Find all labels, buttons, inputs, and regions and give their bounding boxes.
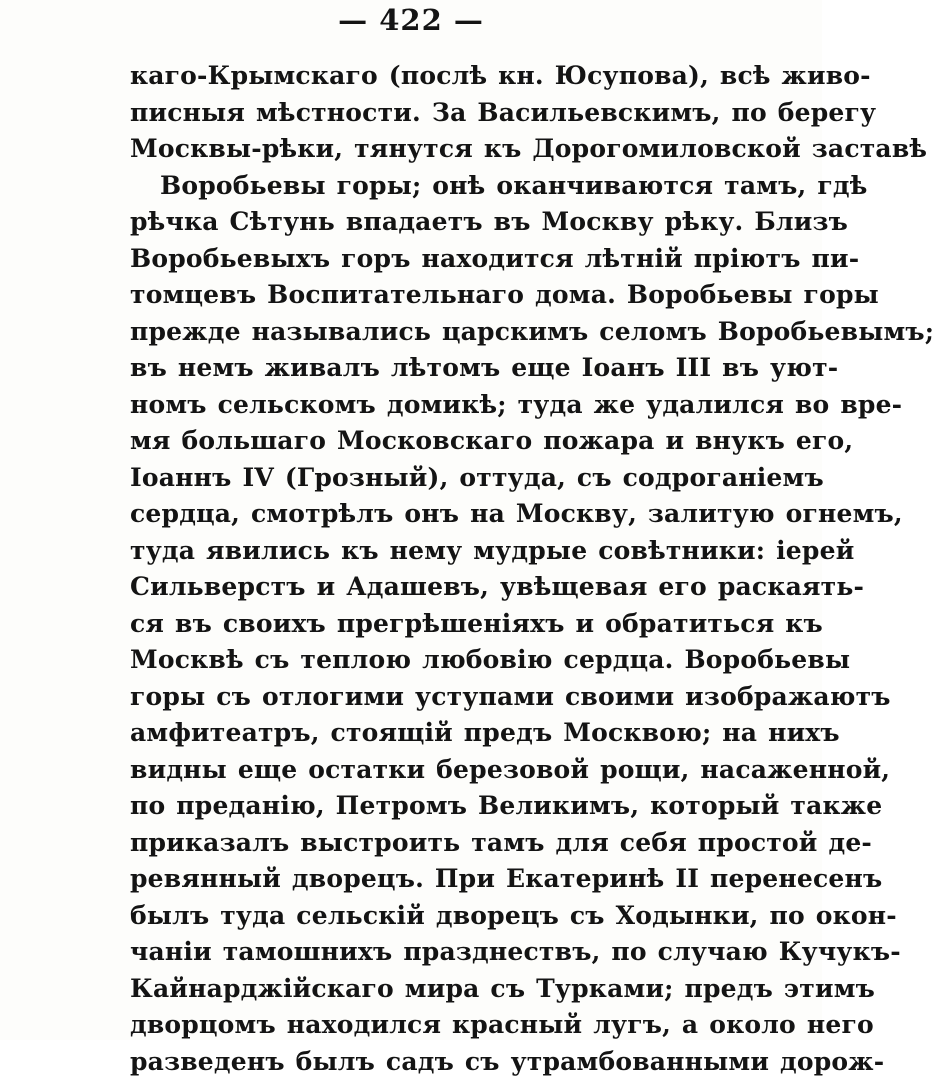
text-line: Москвѣ съ теплою любовію сердца. Воробьевы <box>130 642 770 679</box>
text-line: дворцомъ находился красный лугъ, а около него <box>130 1007 770 1044</box>
text-line: сердца, смотрѣлъ онъ на Москву, залитую огнемъ, <box>130 496 770 533</box>
text-line: мя большаго Московскаго пожара и внукъ его, <box>130 423 770 460</box>
text-line: по преданію, Петромъ Великимъ, который также <box>130 788 770 825</box>
text-line: Москвы-рѣки, тянутся къ Дорогомиловской заставѣ <box>130 131 770 168</box>
text-line: томцевъ Воспитательнаго дома. Воробьевы горы <box>130 277 770 314</box>
text-line: разведенъ былъ садъ съ утрамбованными дорож- <box>130 1044 770 1080</box>
text-line: каго-Крымскаго (послѣ кн. Юсупова), всѣ живо- <box>130 58 770 95</box>
text-line: ревянный дворецъ. При Екатеринѣ II перенесенъ <box>130 861 770 898</box>
text-line: Іоаннъ IV (Грозный), оттуда, съ содроганіемъ <box>130 460 770 497</box>
text-line: Сильверстъ и Адашевъ, увѣщевая его раскаять- <box>130 569 770 606</box>
text-line: прежде назывались царскимъ селомъ Воробьевымъ; <box>130 314 770 351</box>
text-line: писныя мѣстности. За Васильевскимъ, по берегу <box>130 95 770 132</box>
text-line: въ немъ живалъ лѣтомъ еще Іоанъ III въ уют- <box>130 350 770 387</box>
text-line: горы съ отлогими уступами своими изображаютъ <box>130 679 770 716</box>
text-line: амфитеатръ, стоящій предъ Москвою; на нихъ <box>130 715 770 752</box>
text-line: рѣчка Сѣтунь впадаетъ въ Москву рѣку. Близъ <box>130 204 770 241</box>
text-line: туда явились къ нему мудрые совѣтники: іерей <box>130 533 770 570</box>
text-line: видны еще остатки березовой рощи, насаженной, <box>130 752 770 789</box>
text-line: Кайнарджійскаго мира съ Турками; предъ этимъ <box>130 971 770 1008</box>
text-line: ся въ своихъ прегрѣшеніяхъ и обратиться къ <box>130 606 770 643</box>
text-line: Воробьевыхъ горъ находится лѣтній пріютъ пи- <box>130 241 770 278</box>
text-line: номъ сельскомъ домикѣ; туда же удалился во вре- <box>130 387 770 424</box>
text-line: былъ туда сельскій дворецъ съ Ходынки, по окон- <box>130 898 770 935</box>
text-line: Воробьевы горы; онѣ оканчиваются тамъ, гдѣ <box>130 168 770 205</box>
page-number: — 422 — <box>0 2 822 38</box>
text-line: чаніи тамошнихъ празднествъ, по случаю Кучукъ- <box>130 934 770 971</box>
text-line: приказалъ выстроить тамъ для себя простой де- <box>130 825 770 862</box>
body-text <box>130 58 770 1080</box>
